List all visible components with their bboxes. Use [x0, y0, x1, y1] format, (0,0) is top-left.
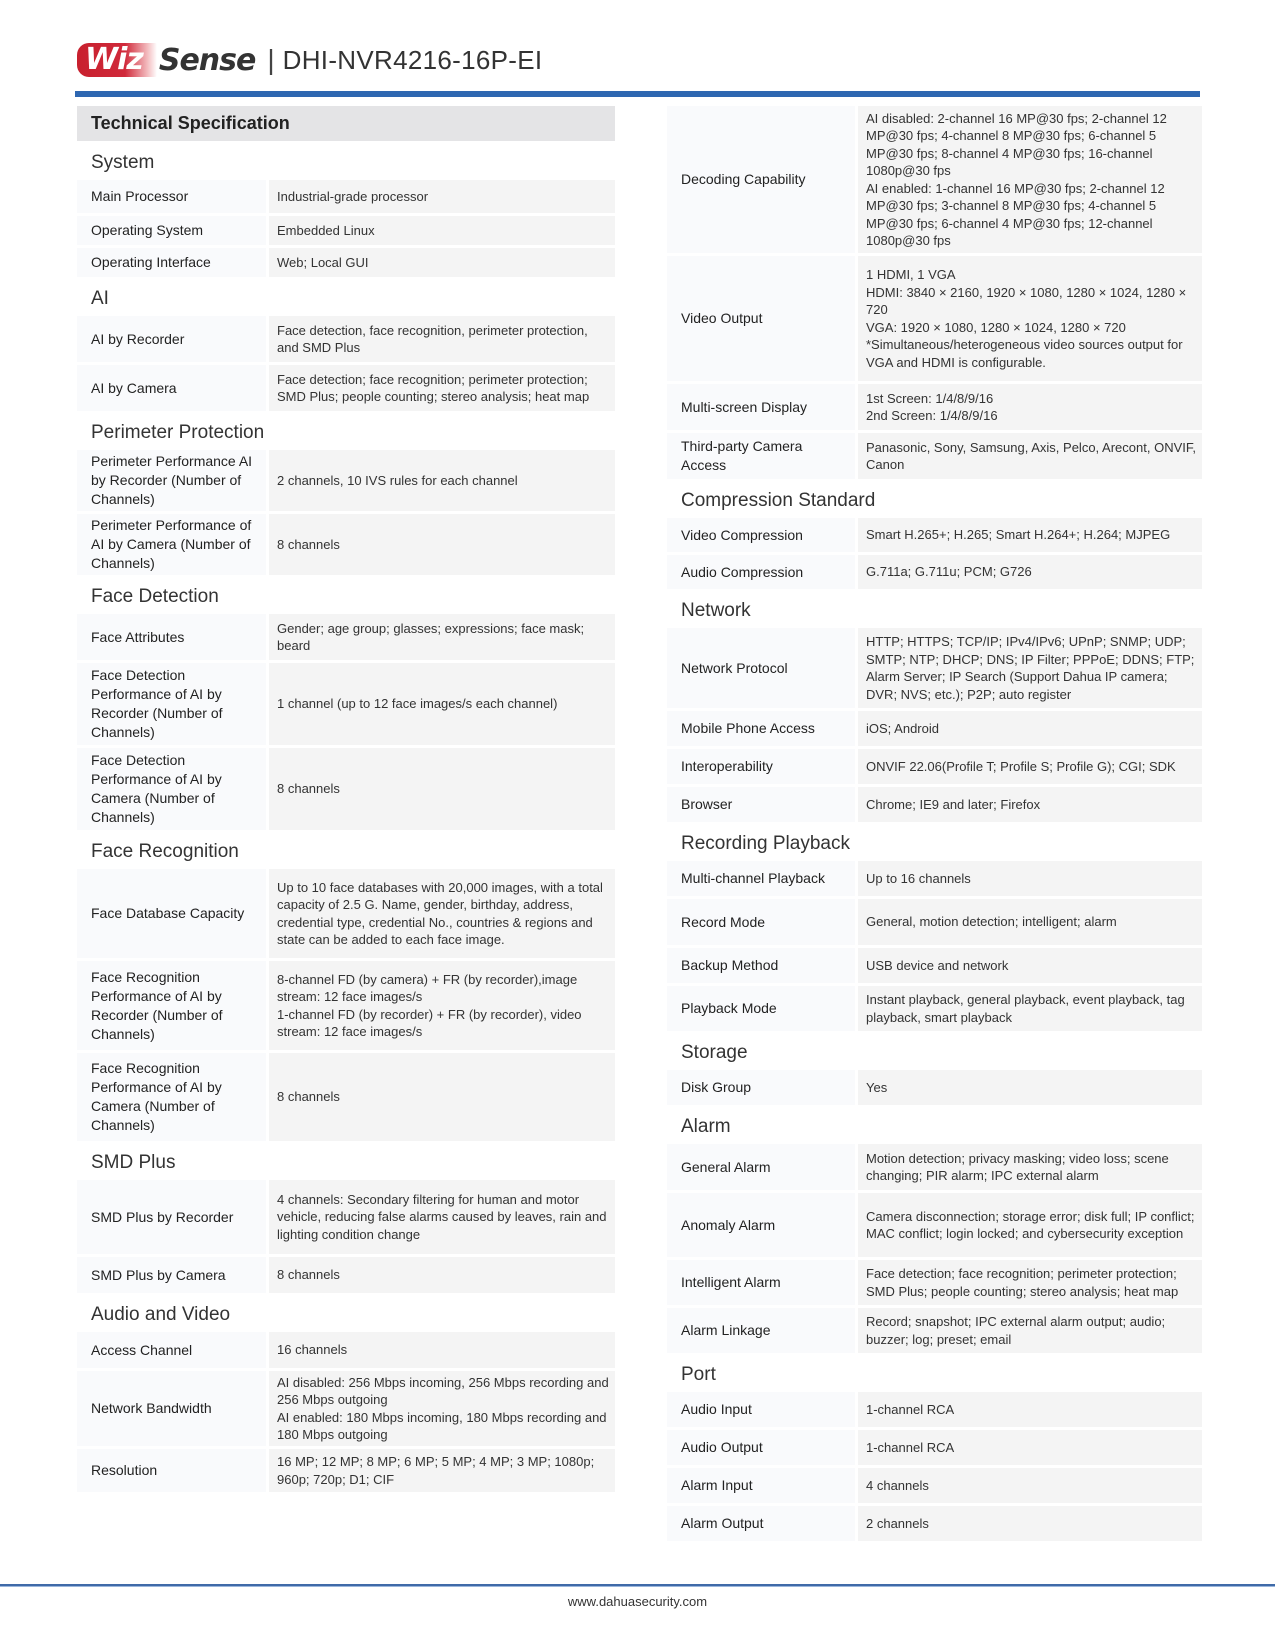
spec-value: HTTP; HTTPS; TCP/IP; IPv4/IPv6; UPnP; SNMP; UDP; SMTP; NTP; DHCP; DNS; IP Filter; PPPoE; DDNS; FTP; Alarm Server; IP Search (Support Dahua IP camera; DVR; NVS; etc.); P2P; auto register: [858, 628, 1202, 708]
spec-label: Mobile Phone Access: [667, 711, 855, 746]
spec-value: 4 channels: Secondary filtering for human and motor vehicle, reducing false alarms caused by leaves, rain and lighting condition change: [269, 1180, 615, 1254]
section-heading-compression-standard: Compression Standard: [681, 490, 876, 511]
section-heading-system: System: [91, 152, 155, 173]
spec-label: Intelligent Alarm: [667, 1260, 855, 1305]
spec-label: SMD Plus by Recorder: [77, 1180, 266, 1254]
spec-value: 8 channels: [269, 1257, 615, 1293]
section-heading-perimeter-protection: Perimeter Protection: [91, 422, 265, 443]
section-heading-recording-playback: Recording Playback: [681, 833, 850, 854]
section-heading-ai: AI: [91, 288, 109, 309]
spec-row-face-recognition-performance-of-ai-by-camera-number-of-channels: [77, 1053, 615, 1141]
spec-row-face-database-capacity: [77, 869, 615, 958]
spec-label: Access Channel: [77, 1332, 266, 1368]
spec-label: Main Processor: [77, 180, 266, 213]
spec-label: General Alarm: [667, 1144, 855, 1190]
spec-row-network-bandwidth: [77, 1371, 615, 1446]
spec-value: Up to 16 channels: [858, 861, 1202, 896]
spec-label: Operating Interface: [77, 248, 266, 277]
spec-row-ai-by-recorder: [77, 316, 615, 362]
spec-value: 8 channels: [269, 1053, 615, 1141]
spec-label: Video Compression: [667, 518, 855, 552]
spec-label: Multi-channel Playback: [667, 861, 855, 896]
spec-label: Anomaly Alarm: [667, 1193, 855, 1257]
spec-row-mobile-phone-access: [667, 711, 1202, 746]
spec-row-decoding-capability: [667, 106, 1202, 253]
spec-row-ai-by-camera: [77, 365, 615, 411]
spec-value: ONVIF 22.06(Profile T; Profile S; Profile G); CGI; SDK: [858, 749, 1202, 784]
spec-value: Up to 10 face databases with 20,000 images, with a total capacity of 2.5 G. Name, gender, birthday, address, credential type, credential No., countries & regions and state can be added to each face image.: [269, 869, 615, 958]
spec-value: Industrial-grade processor: [269, 180, 615, 213]
spec-row-face-detection-performance-of-ai-by-recorder-number-of-channels: [77, 663, 615, 745]
spec-row-smd-plus-by-camera: [77, 1257, 615, 1293]
spec-row-backup-method: [667, 948, 1202, 983]
spec-row-third-party-camera-access: [667, 433, 1202, 479]
spec-label: Operating System: [77, 216, 266, 245]
spec-value: 1 HDMI, 1 VGA HDMI: 3840 × 2160, 1920 × 1080, 1280 × 1024, 1280 × 720 VGA: 1920 × 1080, 1280 × 1024, 1280 × 720 *Simultaneous/heterogeneous video sources output for VGA and HDMI is configurable.: [858, 256, 1202, 381]
spec-label: Record Mode: [667, 899, 855, 945]
spec-row-audio-output: [667, 1430, 1202, 1465]
spec-row-general-alarm: [667, 1144, 1202, 1190]
spec-row-face-recognition-performance-of-ai-by-recorder-number-of-channels: [77, 961, 615, 1050]
spec-label: SMD Plus by Camera: [77, 1257, 266, 1293]
spec-value: 4 channels: [858, 1468, 1202, 1503]
spec-row-audio-compression: [667, 555, 1202, 589]
spec-row-video-compression: [667, 518, 1202, 552]
section-heading-storage: Storage: [681, 1042, 748, 1063]
spec-value: Instant playback, general playback, event playback, tag playback, smart playback: [858, 986, 1202, 1031]
spec-row-alarm-output: [667, 1506, 1202, 1541]
section-heading-port: Port: [681, 1364, 716, 1385]
spec-label: Audio Compression: [667, 555, 855, 589]
spec-row-smd-plus-by-recorder: [77, 1180, 615, 1254]
spec-value: Gender; age group; glasses; expressions; face mask; beard: [269, 614, 615, 660]
spec-row-perimeter-performance-of-ai-by-camera-number-of-channels: [77, 514, 615, 575]
spec-row-anomaly-alarm: [667, 1193, 1202, 1257]
spec-title: Technical Specification: [77, 106, 615, 141]
spec-row-record-mode: [667, 899, 1202, 945]
spec-value: Face detection, face recognition, perimeter protection, and SMD Plus: [269, 316, 615, 362]
spec-value: Chrome; IE9 and later; Firefox: [858, 787, 1202, 822]
spec-label: Interoperability: [667, 749, 855, 784]
spec-value: Face detection; face recognition; perimeter protection; SMD Plus; people counting; stereo analysis; heat map: [269, 365, 615, 411]
spec-value: 1st Screen: 1/4/8/9/16 2nd Screen: 1/4/8/9/16: [858, 384, 1202, 430]
spec-label: Browser: [667, 787, 855, 822]
spec-row-operating-interface: [77, 248, 615, 277]
spec-value: 16 channels: [269, 1332, 615, 1368]
spec-label: Network Protocol: [667, 628, 855, 708]
section-heading-audio-and-video: Audio and Video: [91, 1304, 231, 1325]
spec-row-alarm-input: [667, 1468, 1202, 1503]
header-separator: |: [267, 44, 275, 75]
spec-value: Embedded Linux: [269, 216, 615, 245]
spec-label: Third-party Camera Access: [667, 433, 855, 479]
spec-row-resolution: [77, 1449, 615, 1492]
spec-value: Yes: [858, 1070, 1202, 1105]
spec-value: 8 channels: [269, 748, 615, 830]
spec-value: 1-channel RCA: [858, 1430, 1202, 1465]
spec-row-network-protocol: [667, 628, 1202, 708]
spec-value: Web; Local GUI: [269, 248, 615, 277]
spec-row-alarm-linkage: [667, 1308, 1202, 1353]
header-divider-bar: [75, 91, 1200, 97]
spec-label: Face Recognition Performance of AI by Recorder (Number of Channels): [77, 961, 266, 1050]
left-column: [77, 106, 615, 1495]
page-header: [77, 40, 542, 80]
spec-label: Resolution: [77, 1449, 266, 1492]
wizsense-logo: [77, 42, 255, 78]
spec-row-main-processor: [77, 180, 615, 213]
spec-label: Multi-screen Display: [667, 384, 855, 430]
spec-label: Audio Input: [667, 1392, 855, 1427]
spec-value: 2 channels: [858, 1506, 1202, 1541]
spec-row-face-detection-performance-of-ai-by-camera-number-of-channels: [77, 748, 615, 830]
spec-value: Motion detection; privacy masking; video loss; scene changing; PIR alarm; IPC external alarm: [858, 1144, 1202, 1190]
spec-row-browser: [667, 787, 1202, 822]
spec-label: Face Database Capacity: [77, 869, 266, 958]
section-heading-alarm: Alarm: [681, 1116, 731, 1137]
spec-row-playback-mode: [667, 986, 1202, 1031]
spec-row-interoperability: [667, 749, 1202, 784]
spec-value: 16 MP; 12 MP; 8 MP; 6 MP; 5 MP; 4 MP; 3 MP; 1080p; 960p; 720p; D1; CIF: [269, 1449, 615, 1492]
spec-value: 2 channels, 10 IVS rules for each channel: [269, 450, 615, 511]
spec-row-multi-channel-playback: [667, 861, 1202, 896]
spec-value: iOS; Android: [858, 711, 1202, 746]
spec-row-face-attributes: [77, 614, 615, 660]
spec-row-audio-input: [667, 1392, 1202, 1427]
spec-label: Backup Method: [667, 948, 855, 983]
logo-sense-text: Sense: [158, 42, 256, 78]
spec-row-access-channel: [77, 1332, 615, 1368]
spec-value: 1-channel RCA: [858, 1392, 1202, 1427]
spec-value: AI disabled: 256 Mbps incoming, 256 Mbps recording and 256 Mbps outgoing AI enabled: 180 Mbps incoming, 180 Mbps recording and 180 Mbps outgoing: [269, 1371, 615, 1446]
spec-row-operating-system: [77, 216, 615, 245]
spec-label: Alarm Linkage: [667, 1308, 855, 1353]
right-column: [667, 106, 1202, 1544]
footer-website-link[interactable]: www.dahuasecurity.com: [567, 1594, 708, 1609]
spec-label: Perimeter Performance AI by Recorder (Number of Channels): [77, 450, 266, 511]
spec-label: Alarm Output: [667, 1506, 855, 1541]
spec-value: 8-channel FD (by camera) + FR (by recorder),image stream: 12 face images/s 1-channel FD (by recorder) + FR (by recorder), video stream: 12 face images/s: [269, 961, 615, 1050]
spec-value: USB device and network: [858, 948, 1202, 983]
spec-value: G.711a; G.711u; PCM; G726: [858, 555, 1202, 589]
section-heading-smd-plus: SMD Plus: [91, 1152, 176, 1173]
spec-value: Face detection; face recognition; perimeter protection; SMD Plus; people counting; stereo analysis; heat map: [858, 1260, 1202, 1305]
section-heading-network: Network: [681, 600, 751, 621]
footer-divider: [0, 1584, 1275, 1587]
spec-value: Camera disconnection; storage error; disk full; IP conflict; MAC conflict; login locked; and cybersecurity exception: [858, 1193, 1202, 1257]
spec-label: AI by Recorder: [77, 316, 266, 362]
spec-row-disk-group: [667, 1070, 1202, 1105]
spec-label: Decoding Capability: [667, 106, 855, 253]
logo-wiz-text: Wiz: [77, 43, 157, 77]
spec-label: Face Detection Performance of AI by Camera (Number of Channels): [77, 748, 266, 830]
spec-value: AI disabled: 2-channel 16 MP@30 fps; 2-channel 12 MP@30 fps; 4-channel 8 MP@30 fps; 6-channel 5 MP@30 fps; 8-channel 4 MP@30 fps; 16-channel 1080p@30 fps AI enabled: 1-channel 16 MP@30 fps; 2-channel 12 MP@30 fps; 3-channel 8 MP@30 fps; 4-channel 5 MP@30 fps; 6-channel 4 MP@30 fps; 12-channel 1080p@30 fps: [858, 106, 1202, 253]
spec-value: 8 channels: [269, 514, 615, 575]
spec-row-intelligent-alarm: [667, 1260, 1202, 1305]
spec-row-perimeter-performance-ai-by-recorder-number-of-channels: [77, 450, 615, 511]
spec-value: General, motion detection; intelligent; alarm: [858, 899, 1202, 945]
spec-label: Alarm Input: [667, 1468, 855, 1503]
spec-label: Network Bandwidth: [77, 1371, 266, 1446]
model-name: DHI-NVR4216-16P-EI: [282, 44, 543, 75]
spec-value: Record; snapshot; IPC external alarm output; audio; buzzer; log; preset; email: [858, 1308, 1202, 1353]
spec-label: Video Output: [667, 256, 855, 381]
spec-label: Face Attributes: [77, 614, 266, 660]
spec-value: Panasonic, Sony, Samsung, Axis, Pelco, Arecont, ONVIF, Canon: [858, 433, 1202, 479]
section-heading-face-recognition: Face Recognition: [91, 841, 239, 862]
section-heading-face-detection: Face Detection: [91, 586, 219, 607]
spec-value: 1 channel (up to 12 face images/s each channel): [269, 663, 615, 745]
left-spec-table: [77, 144, 615, 1492]
spec-label: Face Detection Performance of AI by Recorder (Number of Channels): [77, 663, 266, 745]
spec-label: Disk Group: [667, 1070, 855, 1105]
spec-row-multi-screen-display: [667, 384, 1202, 430]
spec-row-video-output: [667, 256, 1202, 381]
spec-label: Face Recognition Performance of AI by Camera (Number of Channels): [77, 1053, 266, 1141]
spec-label: AI by Camera: [77, 365, 266, 411]
spec-value: Smart H.265+; H.265; Smart H.264+; H.264; MJPEG: [858, 518, 1202, 552]
spec-label: Playback Mode: [667, 986, 855, 1031]
spec-label: Perimeter Performance of AI by Camera (Number of Channels): [77, 514, 266, 575]
right-spec-table: [667, 106, 1202, 1541]
spec-label: Audio Output: [667, 1430, 855, 1465]
